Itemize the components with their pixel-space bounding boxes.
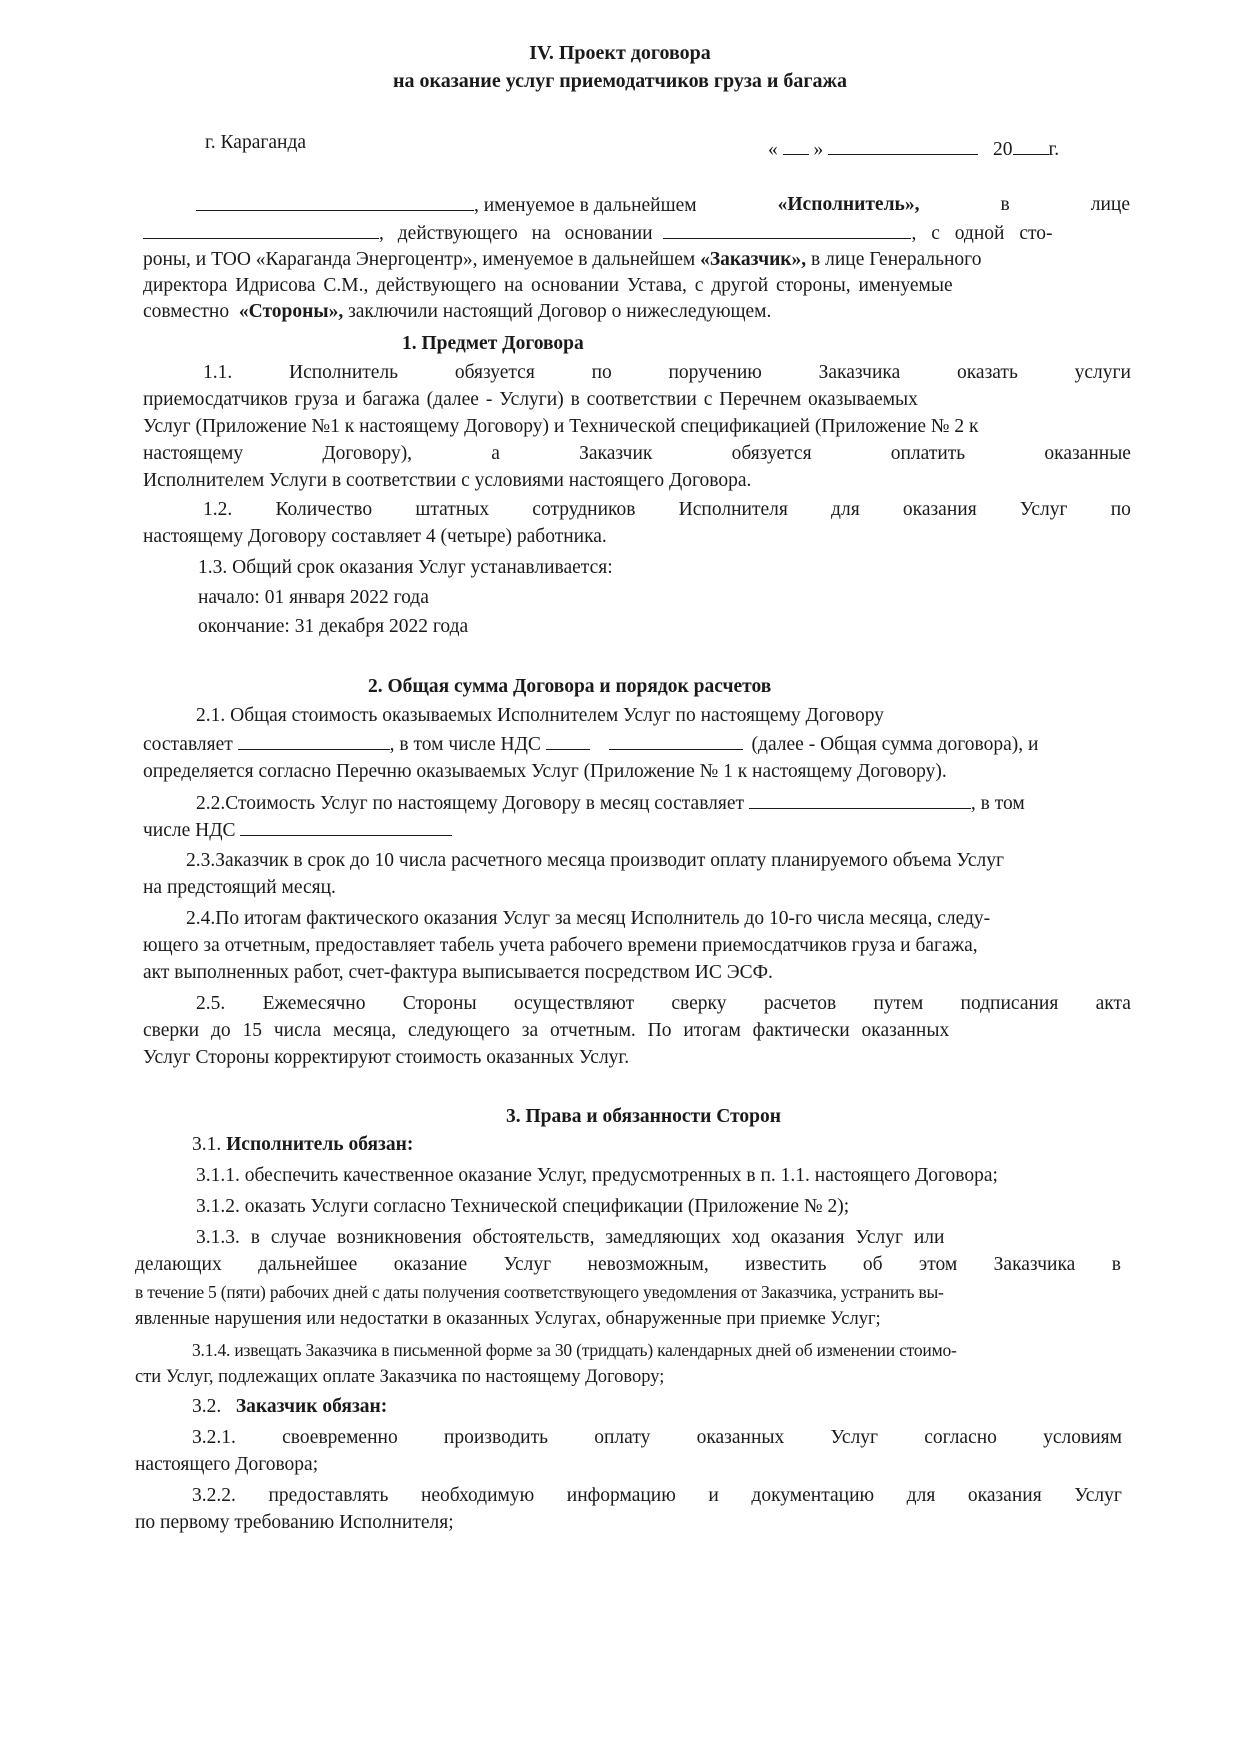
p21-line-2: составляет , в том числе НДС (далее - Общая сумма договора), и (143, 731, 1038, 758)
p25-line-1: 2.5. Ежемесячно Стороны осуществляют сверку расчетов путем подписания акта (196, 993, 1131, 1014)
date-line (768, 136, 1059, 163)
p313-line-2: делающих дальнейшее оказание Услуг невозможным, известить об этом Заказчика в (135, 1254, 1121, 1275)
representative-blank (143, 220, 379, 239)
p322-line-1: 3.2.2. предоставлять необходимую информацию и документацию для оказания Услуг (192, 1485, 1122, 1506)
executor-term: «Исполнитель», (777, 194, 920, 215)
p25-line-3: Услуг Стороны корректируют стоимость оказанных Услуг. (143, 1047, 630, 1068)
p12-line-2: настоящему Договору составляет 4 (четыре) работника. (143, 526, 607, 547)
p25-line-2: сверки до 15 числа месяца, следующего за отчетным. По итогам фактически оказанных (143, 1020, 950, 1041)
s31-heading: 3.1. Исполнитель обязан: (192, 1134, 414, 1155)
s32-heading: 3.2. Заказчик обязан: (192, 1396, 388, 1417)
quote-close: » (813, 139, 824, 160)
quote-open: « (768, 139, 778, 160)
p11-line-3: Услуг (Приложение №1 к настоящему Договору) и Технической спецификацией (Приложение № 2 к (143, 416, 979, 437)
document-title: IV. Проект договора (529, 42, 711, 64)
vat-amount-blank (609, 731, 743, 750)
p22-line-1: 2.2.Стоимость Услуг по настоящему Договору в месяц составляет , в том (196, 790, 1025, 817)
p13-line-1: 1.3. Общий срок оказания Услуг устанавливается: (198, 557, 613, 578)
year-blank (1013, 136, 1049, 155)
section-1-heading: 1. Предмет Договора (402, 333, 584, 354)
p12-line-1: 1.2. Количество штатных сотрудников Исполнителя для оказания Услуг по (203, 499, 1131, 520)
p22-line-2: числе НДС (143, 817, 452, 844)
monthly-amount-blank (749, 790, 971, 809)
p311: 3.1.1. обеспечить качественное оказание Услуг, предусмотренных в п. 1.1. настоящего Договора; (196, 1165, 998, 1186)
section-3-heading: 3. Права и обязанности Сторон (506, 1106, 781, 1127)
preamble-line-1: , именуемое в дальнейшем «Исполнитель», в лице (196, 192, 1130, 219)
p23-line-2: на предстоящий месяц. (143, 877, 336, 898)
year-suffix: г. (1048, 139, 1060, 160)
executor-name-blank (196, 192, 474, 211)
p313-line-1: 3.1.3. в случае возникновения обстоятельств, замедляющих ход оказания Услуг или (196, 1227, 945, 1248)
day-blank (783, 136, 809, 155)
p24-line-3: акт выполненных работ, счет-фактура выписывается посредством ИС ЭСФ. (143, 962, 773, 983)
customer-term: «Заказчик», (700, 249, 807, 270)
preamble-line-2: , действующего на основании , с одной сто- (143, 220, 1053, 247)
document-subtitle: на оказание услуг приемодатчиков груза и багажа (393, 70, 847, 92)
preamble-line-4: директора Идрисова С.М., действующего на основании Устава, с другой стороны, именуемые (143, 275, 953, 296)
p314-line-1: 3.1.4. извещать Заказчика в письменной форме за 30 (тридцать) календарных дней об изменении стоимо- (192, 1340, 957, 1360)
p313-line-4: явленные нарушения или недостатки в оказанных Услугах, обнаруженные при приемке Услуг; (135, 1309, 881, 1329)
p24-line-1: 2.4.По итогам фактического оказания Услуг за месяц Исполнитель до 10-го числа месяца, следу- (186, 908, 991, 929)
p11-line-5: Исполнителем Услуги в соответствии с условиями настоящего Договора. (143, 470, 752, 491)
preamble-line-3: роны, и ТОО «Караганда Энергоцентр», именуемое в дальнейшем «Заказчик», в лице Генерального (143, 249, 982, 270)
p23-line-1: 2.3.Заказчик в срок до 10 числа расчетного месяца производит оплату планируемого объема Услуг (186, 850, 1004, 871)
p24-line-2: ющего за отчетным, предоставляет табель учета рабочего времени приемосдатчиков груза и багажа, (143, 935, 978, 956)
basis-blank (663, 220, 911, 239)
year-prefix: 20 (993, 139, 1013, 160)
section-2-heading: 2. Общая сумма Договора и порядок расчетов (368, 676, 772, 697)
p21-line-3: определяется согласно Перечню оказываемых Услуг (Приложение № 1 к настоящему Договору). (143, 761, 947, 782)
monthly-vat-blank (240, 817, 452, 836)
parties-term: «Стороны», (238, 301, 344, 322)
p11-line-2: приемосдатчиков груза и багажа (далее - Услуги) в соответствии с Перечнем оказываемых (143, 389, 918, 410)
city: г. Караганда (205, 132, 307, 153)
p322-line-2: по первому требованию Исполнителя; (135, 1512, 454, 1533)
p13-start: начало: 01 января 2022 года (198, 587, 429, 608)
p321-line-2: настоящего Договора; (135, 1454, 319, 1475)
p11-line-4: настоящему Договору), а Заказчик обязуется оплатить оказанные (143, 443, 1131, 464)
p11-line-1: 1.1. Исполнитель обязуется по поручению Заказчика оказать услуги (203, 362, 1131, 383)
p313-line-3: в течение 5 (пяти) рабочих дней с даты получения соответствующего уведомления от Заказчика, устранить вы- (135, 1282, 944, 1302)
p314-line-2: сти Услуг, подлежащих оплате Заказчика по настоящему Договору; (135, 1367, 665, 1387)
month-blank (828, 136, 978, 155)
p13-end: окончание: 31 декабря 2022 года (198, 616, 469, 637)
preamble-line-5: совместно «Стороны», заключили настоящий Договор о нижеследующем. (143, 301, 772, 322)
p312: 3.1.2. оказать Услуги согласно Технической спецификации (Приложение № 2); (196, 1196, 850, 1217)
total-amount-blank (238, 731, 390, 750)
p21-line-1: 2.1. Общая стоимость оказываемых Исполнителем Услуг по настоящему Договору (196, 705, 884, 726)
vat-rate-blank (546, 731, 590, 750)
p321-line-1: 3.2.1. своевременно производить оплату оказанных Услуг согласно условиям (192, 1427, 1122, 1448)
